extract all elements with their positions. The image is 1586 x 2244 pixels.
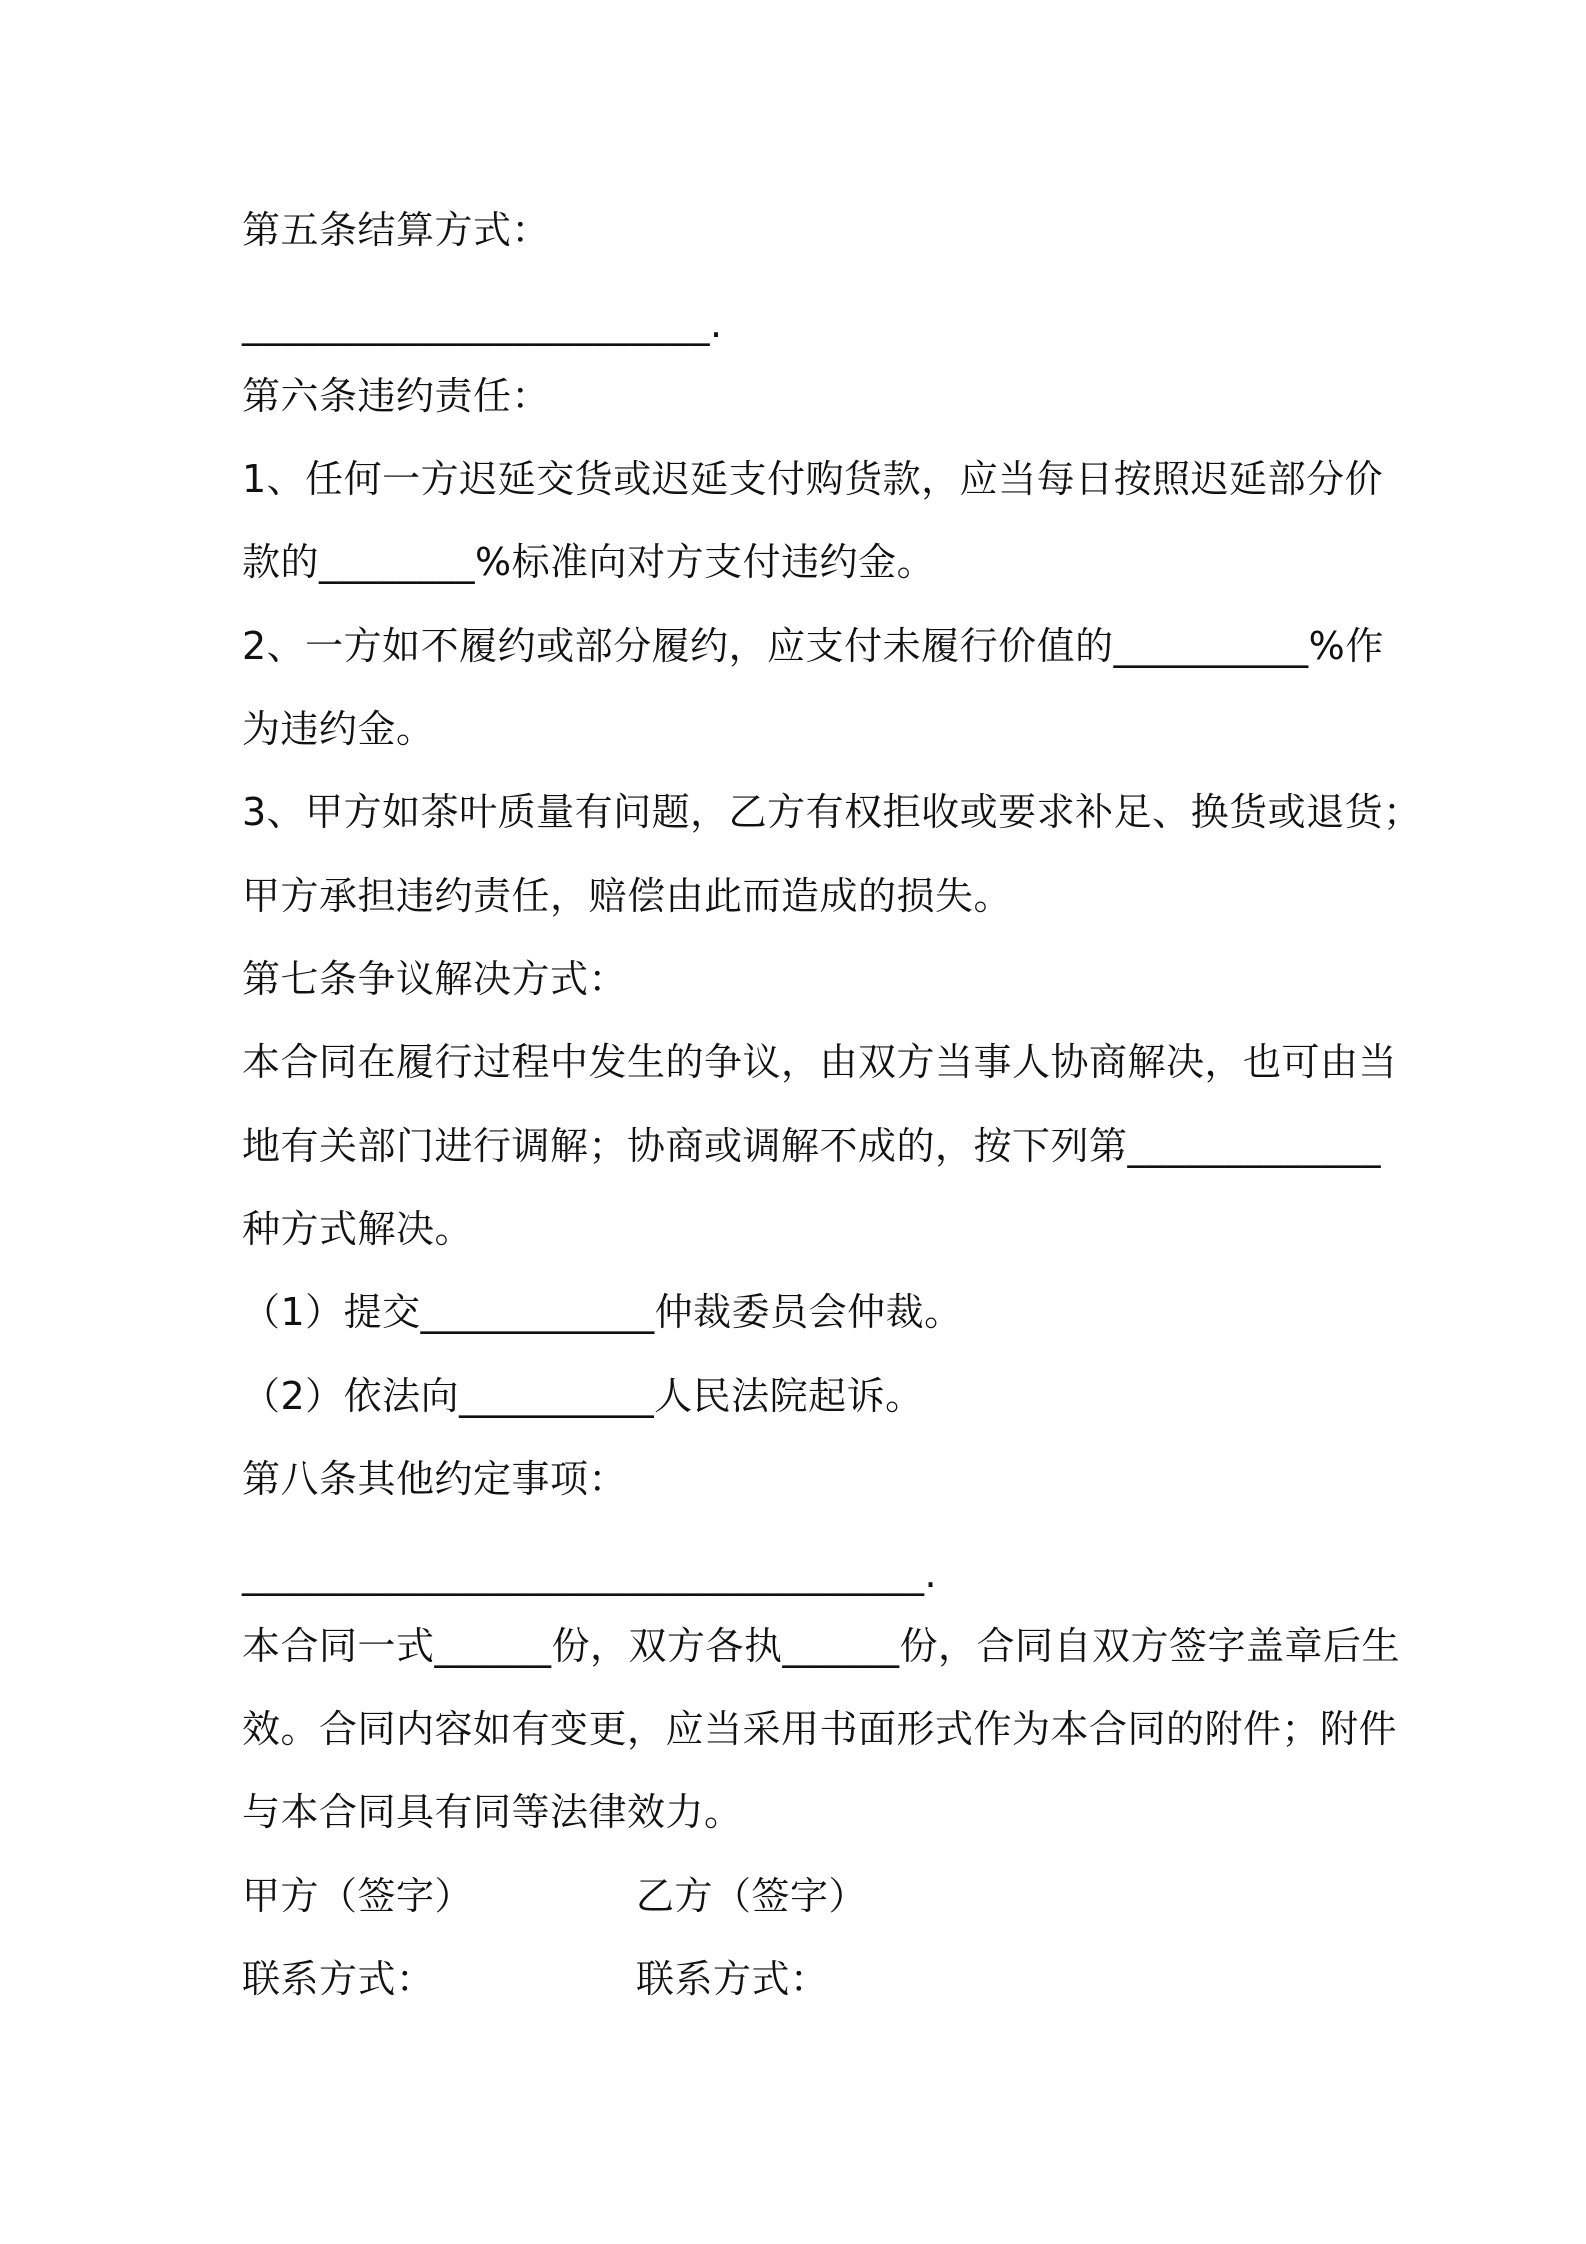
- clause-6-2-line-1: 2、一方如不履约或部分履约，应支付未履行价值的__________%作: [242, 624, 1384, 668]
- clause-6-1-line-1: 1、任何一方迟延交货或迟延支付购货款，应当每日按照迟延部分价: [242, 457, 1384, 501]
- party-a-signature-label: 甲方（签字）: [242, 1874, 474, 1918]
- party-b-signature-label: 乙方（签字）: [636, 1874, 868, 1918]
- clause-6-2-line-2: 为违约金。: [242, 707, 435, 751]
- party-b-contact-label: 联系方式：: [636, 1957, 829, 2001]
- section-7-option-2: （2）依法向__________人民法院起诉。: [242, 1374, 924, 1418]
- clause-6-3-line-1: 3、甲方如茶叶质量有问题，乙方有权拒收或要求补足、换货或退货；: [242, 790, 1422, 834]
- section-7-body-line-1: 本合同在履行过程中发生的争议，由双方当事人协商解决，也可由当: [242, 1040, 1398, 1084]
- clause-6-1-line-2: 款的________%标准向对方支付违约金。: [242, 540, 936, 584]
- section-7-body-line-2: 地有关部门进行调解；协商或调解不成的，按下列第_____________: [242, 1124, 1382, 1168]
- copies-line-2: 效。合同内容如有变更，应当采用书面形式作为本合同的附件；附件: [242, 1707, 1398, 1751]
- section-6-heading: 第六条违约责任：: [242, 374, 551, 418]
- settlement-blank-line: ________________________.: [242, 302, 723, 346]
- section-8-heading: 第八条其他约定事项：: [242, 1457, 628, 1501]
- section-7-option-1: （1）提交____________仲裁委员会仲裁。: [242, 1290, 963, 1334]
- clause-6-3-line-2: 甲方承担违约责任，赔偿由此而造成的损失。: [242, 874, 1013, 918]
- copies-line-1: 本合同一式______份，双方各执______份，合同自双方签字盖章后生: [242, 1624, 1401, 1668]
- copies-line-3: 与本合同具有同等法律效力。: [242, 1790, 743, 1834]
- party-a-contact-label: 联系方式：: [242, 1957, 435, 2001]
- section-5-heading: 第五条结算方式：: [242, 208, 551, 252]
- other-terms-blank-line: ___________________________________.: [242, 1552, 938, 1596]
- section-7-heading: 第七条争议解决方式：: [242, 957, 628, 1001]
- section-7-body-line-3: 种方式解决。: [242, 1207, 474, 1251]
